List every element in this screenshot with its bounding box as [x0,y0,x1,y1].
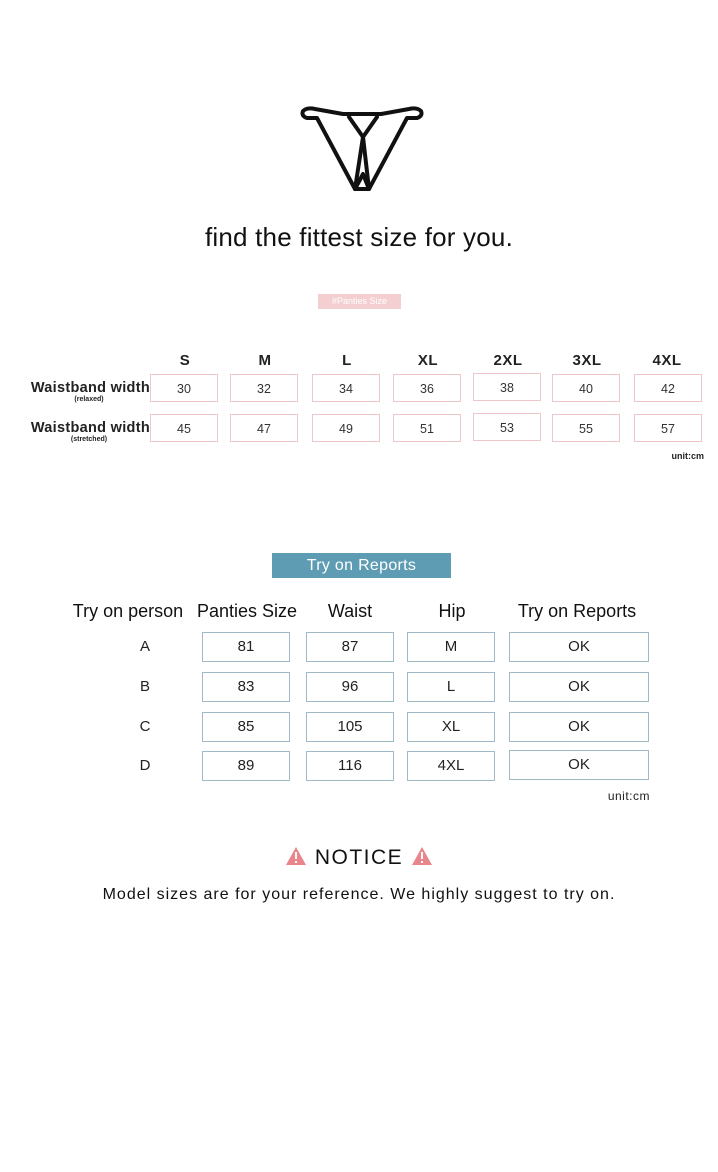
size-cell: 55 [552,414,620,442]
size-header-m: M [258,352,272,369]
size-cell: 34 [312,374,380,402]
tryon-cell: OK [509,712,649,742]
person-label: D [139,757,151,774]
person-label: A [139,638,150,655]
panties-outline-icon [299,104,427,196]
header-panties-size: Panties Size [196,601,298,621]
tryon-cell: XL [407,712,495,742]
size-cell: 30 [150,374,218,402]
warning-triangle-icon [285,846,307,872]
size-unit-label: unit:cm [671,451,704,461]
tryon-cell: 96 [306,672,394,702]
size-cell: 42 [634,374,702,402]
person-label: B [139,678,150,695]
size-header-s: S [179,352,191,369]
tryon-unit-label: unit:cm [607,789,650,803]
header-waist: Waist [327,601,373,621]
try-on-banner: Try on Reports [272,553,451,578]
tryon-cell: L [407,672,495,702]
size-header-4xl: 4XL [652,352,682,369]
size-header-2xl: 2XL [493,352,523,369]
size-cell: 49 [312,414,380,442]
person-label: C [139,718,151,735]
tryon-cell: M [407,632,495,662]
row-label-text: Waistband width [30,420,150,436]
notice-text: Model sizes are for your reference. We highly suggest to try on. [102,886,616,903]
tryon-cell: 116 [306,751,394,781]
tryon-cell: 81 [202,632,290,662]
row-sublabel: (stretched) [70,436,108,443]
size-cell: 40 [552,374,620,402]
size-cell: 36 [393,374,461,402]
tryon-cell: OK [509,750,649,780]
notice-title: NOTICE [314,846,404,869]
tryon-cell: 85 [202,712,290,742]
tryon-cell: 105 [306,712,394,742]
size-cell: 53 [473,413,541,441]
tryon-cell: 87 [306,632,394,662]
tryon-cell: OK [509,672,649,702]
warning-triangle-icon [411,846,433,872]
tryon-cell: 83 [202,672,290,702]
row-label-stretched [8,420,150,444]
size-cell: 38 [473,373,541,401]
size-header-3xl: 3XL [572,352,602,369]
header-try-on-person: Try on person [72,601,184,621]
tryon-cell: 4XL [407,751,495,781]
header-try-on-reports: Try on Reports [517,601,637,621]
headline: find the fittest size for you. [204,222,514,252]
size-cell: 45 [150,414,218,442]
notice-heading [0,846,718,872]
row-sublabel: (relaxed) [74,396,104,403]
tryon-cell: 89 [202,751,290,781]
section-tag: #Panties Size [318,294,401,309]
size-cell: 47 [230,414,298,442]
header-hip: Hip [438,601,466,621]
tryon-cell: OK [509,632,649,662]
row-label-text: Waistband width [30,380,150,396]
size-cell: 32 [230,374,298,402]
size-header-l: L [342,352,352,369]
size-cell: 51 [393,414,461,442]
row-label-relaxed [8,380,150,404]
size-header-xl: XL [417,352,439,369]
size-cell: 57 [634,414,702,442]
